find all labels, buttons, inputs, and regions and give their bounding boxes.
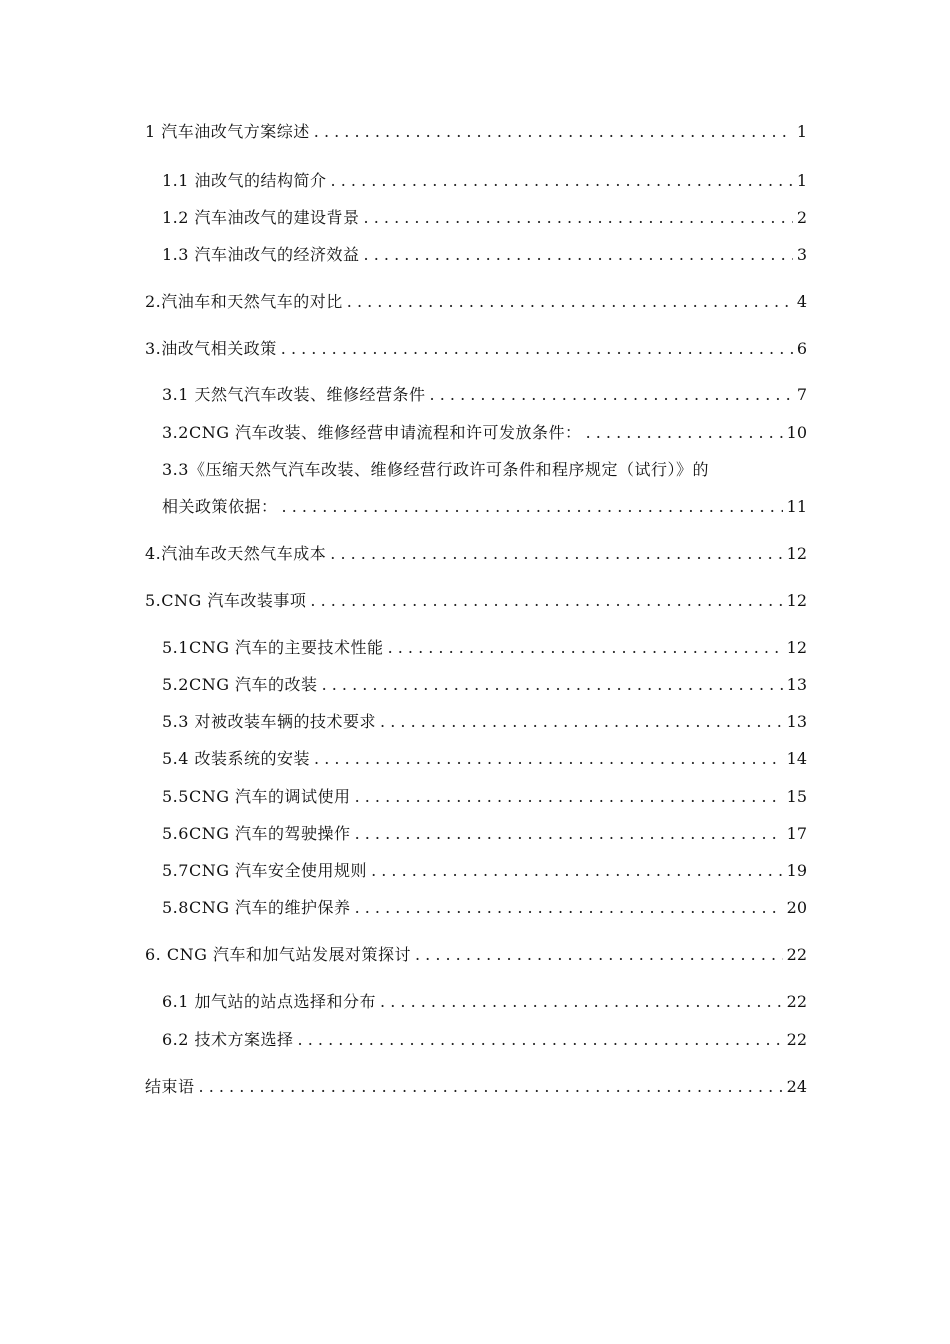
toc-entry[interactable] bbox=[145, 338, 807, 360]
toc-entry-label: 2.汽油车和天然气车的对比 bbox=[145, 292, 343, 311]
dot-leader bbox=[355, 823, 783, 845]
toc-entry-label: 5.4 改装系统的安装 bbox=[162, 749, 311, 768]
toc-entry-label: 5.6CNG 汽车的驾驶操作 bbox=[162, 824, 351, 843]
toc-entry-label: 3.2CNG 汽车改装、维修经营申请流程和许可发放条件： bbox=[162, 423, 582, 442]
toc-entry-page: 6 bbox=[796, 339, 807, 358]
toc-entry[interactable] bbox=[162, 244, 807, 266]
toc-entry-label: 1 汽车油改气方案综述 bbox=[145, 122, 310, 141]
toc-entry[interactable] bbox=[162, 897, 807, 919]
toc-entry-page: 1 bbox=[796, 122, 807, 141]
toc-entry-label: 5.CNG 汽车改装事项 bbox=[145, 591, 307, 610]
toc-entry[interactable] bbox=[162, 711, 807, 733]
dot-leader bbox=[322, 674, 783, 696]
dot-leader bbox=[430, 384, 793, 406]
dot-leader bbox=[347, 291, 793, 313]
dot-leader bbox=[314, 748, 783, 770]
toc-entry[interactable] bbox=[162, 1029, 807, 1051]
toc-entry-page: 22 bbox=[786, 1030, 807, 1049]
toc-entry-page: 12 bbox=[786, 591, 807, 610]
toc-entry-label: 5.5CNG 汽车的调试使用 bbox=[162, 787, 351, 806]
dot-leader bbox=[364, 244, 793, 266]
toc-entry-label: 5.8CNG 汽车的维护保养 bbox=[162, 898, 351, 917]
dot-leader bbox=[388, 637, 783, 659]
toc-entry-page: 19 bbox=[786, 861, 807, 880]
toc-entry[interactable] bbox=[162, 422, 807, 444]
toc-entry[interactable] bbox=[162, 860, 807, 882]
toc-entry-page: 14 bbox=[786, 749, 807, 768]
toc-entry-label: 5.3 对被改装车辆的技术要求 bbox=[162, 712, 377, 731]
dot-leader bbox=[415, 944, 783, 966]
toc-entry-page: 1 bbox=[796, 171, 807, 190]
toc-entry[interactable] bbox=[145, 543, 807, 565]
toc-entry-page: 3 bbox=[796, 245, 807, 264]
toc-entry[interactable] bbox=[162, 823, 807, 845]
toc-entry[interactable] bbox=[162, 207, 807, 229]
toc-entry[interactable] bbox=[145, 121, 807, 143]
toc-entry[interactable] bbox=[145, 291, 807, 313]
dot-leader bbox=[314, 121, 793, 143]
dot-leader bbox=[380, 711, 783, 733]
toc-entry[interactable] bbox=[162, 786, 807, 808]
toc-entry[interactable] bbox=[145, 944, 807, 966]
dot-leader bbox=[380, 991, 783, 1013]
toc-entry-page: 22 bbox=[786, 945, 807, 964]
dot-leader bbox=[331, 170, 793, 192]
toc-entry-page: 13 bbox=[786, 675, 807, 694]
toc-entry[interactable] bbox=[162, 674, 807, 696]
dot-leader bbox=[355, 897, 783, 919]
dot-leader bbox=[371, 860, 783, 882]
dot-leader bbox=[586, 422, 783, 444]
toc-entry-label: 5.7CNG 汽车安全使用规则 bbox=[162, 861, 368, 880]
toc-entry-page: 4 bbox=[796, 292, 807, 311]
toc-entry-page: 7 bbox=[796, 385, 807, 404]
dot-leader bbox=[355, 786, 783, 808]
toc-entry-page: 2 bbox=[796, 208, 807, 227]
toc-entry-label: 4.汽油车改天然气车成本 bbox=[145, 544, 327, 563]
toc-entry-label: 结束语 bbox=[145, 1077, 195, 1096]
toc-entry-label: 1.3 汽车油改气的经济效益 bbox=[162, 245, 360, 264]
toc-entry-label: 3.1 天然气汽车改装、维修经营条件 bbox=[162, 385, 426, 404]
toc-entry-page: 12 bbox=[786, 544, 807, 563]
dot-leader bbox=[282, 496, 783, 518]
toc-entry[interactable] bbox=[145, 1076, 807, 1098]
dot-leader bbox=[330, 543, 782, 565]
toc-entry-label: 6. CNG 汽车和加气站发展对策探讨 bbox=[145, 945, 411, 964]
toc-entry-page: 10 bbox=[786, 423, 807, 442]
toc-entry[interactable] bbox=[162, 170, 807, 192]
dot-leader bbox=[281, 338, 793, 360]
toc-entry-page: 17 bbox=[786, 824, 807, 843]
toc-entry[interactable] bbox=[162, 384, 807, 406]
toc-entry-label: 5.1CNG 汽车的主要技术性能 bbox=[162, 638, 384, 657]
toc-entry-label-line1[interactable]: 3.3《压缩天然气汽车改装、维修经营行政许可条件和程序规定（试行）》的 bbox=[162, 460, 709, 479]
toc-entry-label: 相关政策依据： bbox=[162, 497, 278, 516]
toc-entry-page: 13 bbox=[786, 712, 807, 731]
toc-entry-page: 11 bbox=[786, 497, 807, 516]
toc-entry[interactable] bbox=[162, 991, 807, 1013]
toc-entry[interactable] bbox=[162, 748, 807, 770]
dot-leader bbox=[310, 590, 782, 612]
toc-entry-label: 6.1 加气站的站点选择和分布 bbox=[162, 992, 377, 1011]
toc-entry-label: 6.2 技术方案选择 bbox=[162, 1030, 294, 1049]
toc-entry[interactable] bbox=[145, 590, 807, 612]
toc-entry-page: 24 bbox=[786, 1077, 807, 1096]
toc-entry-page: 22 bbox=[786, 992, 807, 1011]
toc-entry[interactable] bbox=[162, 637, 807, 659]
toc-entry-label: 1.2 汽车油改气的建设背景 bbox=[162, 208, 360, 227]
dot-leader bbox=[298, 1029, 783, 1051]
toc-entry-page: 15 bbox=[786, 787, 807, 806]
toc-entry-label: 3.油改气相关政策 bbox=[145, 339, 277, 358]
toc-entry[interactable] bbox=[162, 496, 807, 518]
toc-entry-label: 1.1 油改气的结构简介 bbox=[162, 171, 327, 190]
dot-leader bbox=[199, 1076, 783, 1098]
toc-entry-page: 20 bbox=[786, 898, 807, 917]
toc-entry-label: 5.2CNG 汽车的改装 bbox=[162, 675, 318, 694]
toc-entry-page: 12 bbox=[786, 638, 807, 657]
dot-leader bbox=[364, 207, 793, 229]
